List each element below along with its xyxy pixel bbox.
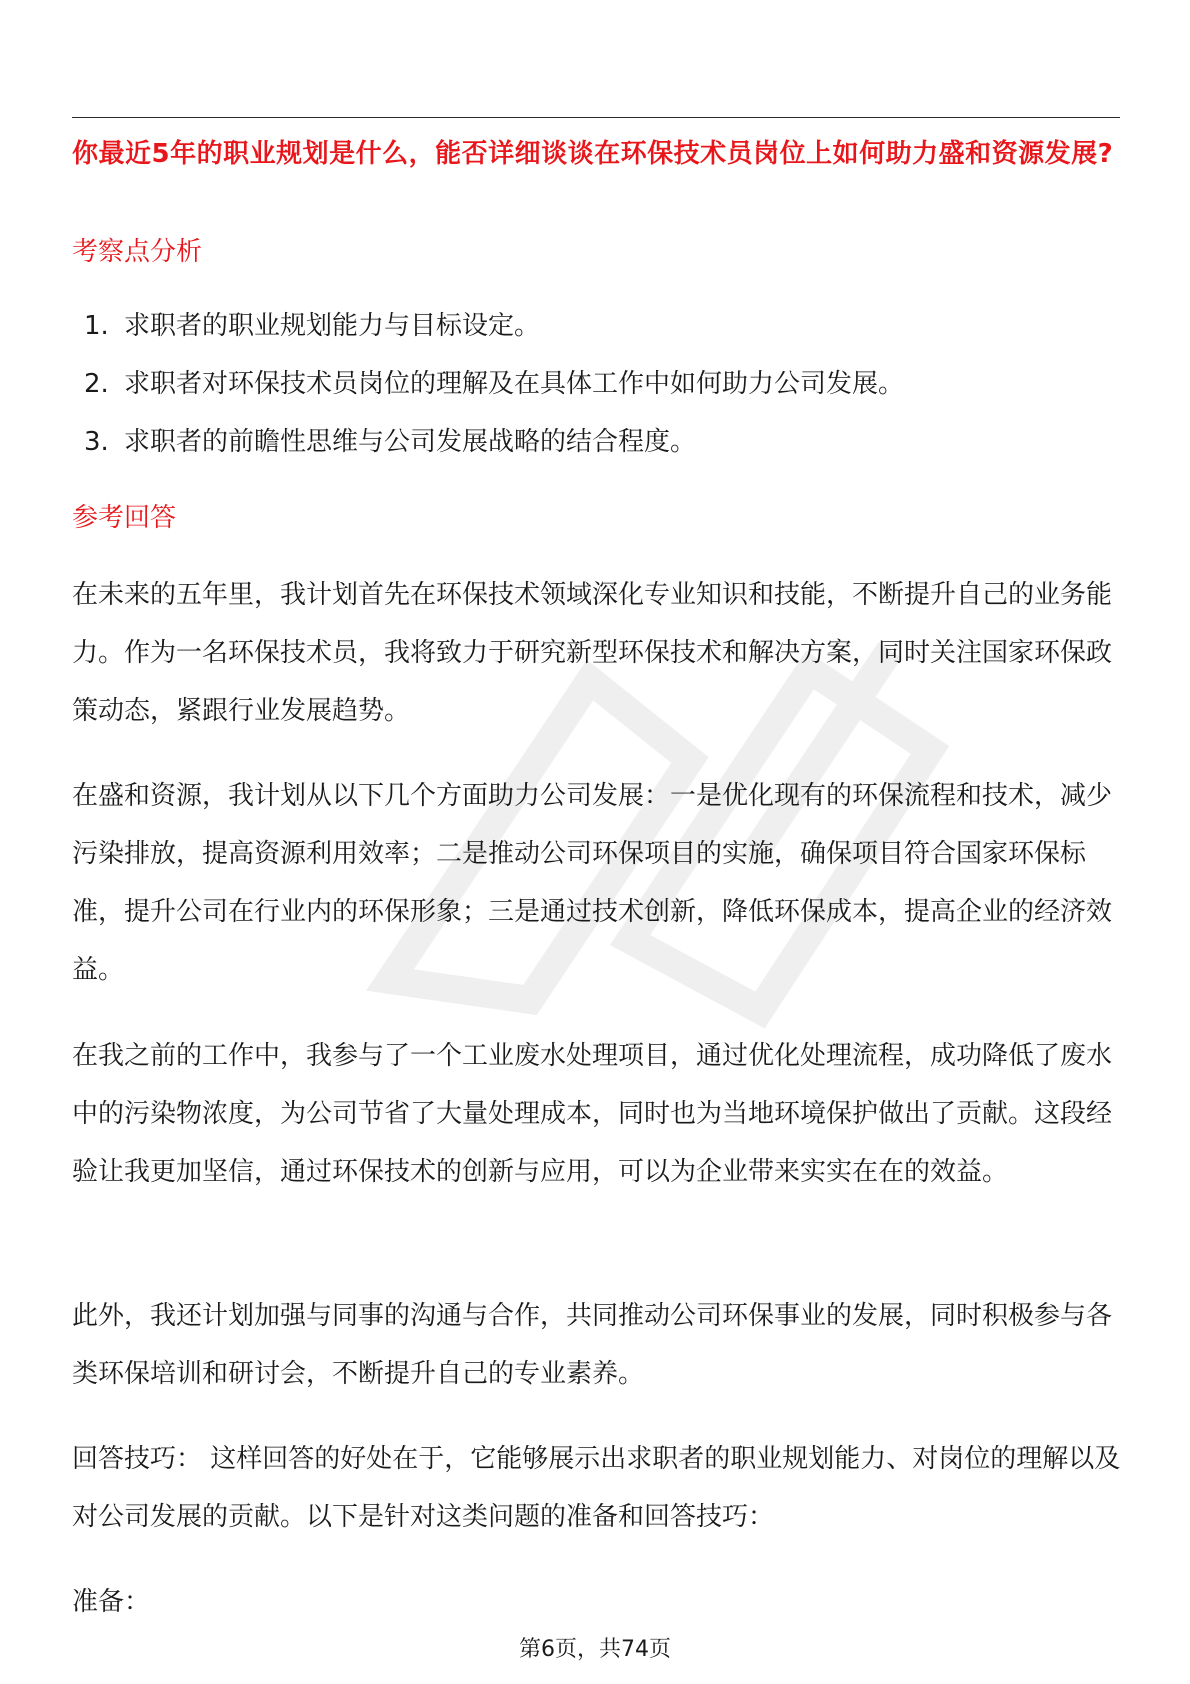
list-item [72, 308, 1132, 366]
list-item-text: 求职者的前瞻性思维与公司发展战略的结合程度。 [124, 427, 697, 457]
analysis-list [72, 308, 1132, 482]
analysis-heading: 考察点分析 [72, 237, 203, 267]
list-item-number: 3. [84, 427, 109, 457]
list-item-text: 求职者对环保技术员岗位的理解及在具体工作中如何助力公司发展。 [124, 369, 905, 399]
answer-paragraph: 在未来的五年里，我计划首先在环保技术领域深化专业知识和技能，不断提升自己的业务能力。作为一名环保技术员，我将致力于研究新型环保技术和解决方案，同时关注国家环保政策动态，紧跟行业发展趋势。 [72, 580, 1113, 726]
answer-paragraph: 在我之前的工作中，我参与了一个工业废水处理项目，通过优化处理流程，成功降低了废水中的污染物浓度，为公司节省了大量处理成本，同时也为当地环境保护做出了贡献。这段经验让我更加坚信，通过环保技术的创新与应用，可以为企业带来实实在在的效益。 [72, 1041, 1113, 1187]
top-divider [72, 117, 1120, 118]
list-item-text: 求职者的职业规划能力与目标设定。 [124, 311, 541, 341]
answer-paragraph: 此外，我还计划加强与同事的沟通与合作，共同推动公司环保事业的发展，同时积极参与各类环保培训和研讨会，不断提升自己的专业素养。 [72, 1301, 1113, 1389]
preparation-label: 准备： [72, 1587, 151, 1617]
answer-tips-paragraph: 回答技巧： 这样回答的好处在于，它能够展示出求职者的职业规划能力、对岗位的理解以及对公司发展的贡献。以下是针对这类问题的准备和回答技巧： [72, 1444, 1121, 1532]
list-item [72, 424, 1132, 482]
answer-paragraph: 在盛和资源，我计划从以下几个方面助力公司发展：一是优化现有的环保流程和技术，减少污染排放，提高资源利用效率；二是推动公司环保项目的实施，确保项目符合国家环保标准，提升公司在行业内的环保形象；三是通过技术创新，降低环保成本，提高企业的经济效益。 [72, 781, 1113, 985]
question-title: 你最近5年的职业规划是什么，能否详细谈谈在环保技术员岗位上如何助力盛和资源发展? [72, 139, 1114, 169]
answer-heading: 参考回答 [72, 503, 177, 533]
list-item [72, 366, 1132, 424]
page-number: 第6页，共74页 [519, 1637, 671, 1662]
list-item-number: 2. [84, 369, 109, 399]
list-item-number: 1. [84, 311, 109, 341]
